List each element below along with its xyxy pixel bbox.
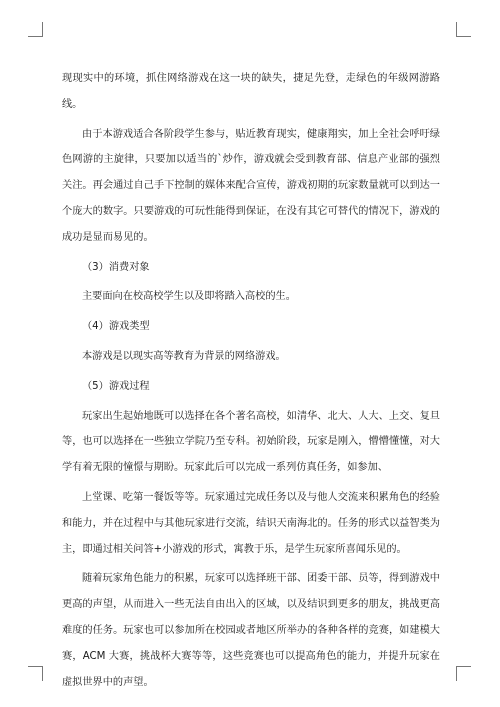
paragraph-continuation: 现现实中的环境，抓住网络游戏在这一块的缺失，捷足先登，走绿色的年级网游路线。	[62, 73, 440, 110]
section-heading-game-process: （5）游戏过程	[82, 380, 150, 392]
paragraph-game-process-growth: 随着玩家角色能力的积累，玩家可以选择班干部、团委干部、员等，得到游戏中更高的声望，从而进入一些无法自由出入的区域，以及结识到更多的朋友，挑战更高难度的任务。玩家也可以参加所在校园或者地区所举办的各种各样的竞赛，如建模大赛，ACM 大赛，挑战杯大赛等等，这些竞赛也可以提高角色的能力，并提升玩家在虚拟世界中的声望。	[62, 573, 440, 688]
crop-mark-bottom-left	[28, 666, 43, 681]
crop-mark-bottom-right	[456, 666, 471, 681]
crop-mark-top-left	[28, 22, 43, 37]
paragraph-promotion: 由于本游戏适合各阶段学生参与，贴近教育现实，健康翔实，加上全社会呼吁绿色网游的主旋律，只要加以适当的`炒作，游戏就会受到教育部、信息产业部的强烈关注。再会通过自己手下控制的媒体来配合宣传，游戏初期的玩家数量就可以到达一个庞大的数字。只要游戏的可玩性能得到保证，在没有其它可替代的情况下，游戏的成功是显而易见的。	[62, 128, 440, 243]
paragraph-game-type: 本游戏是以现实高等教育为背景的网络游戏。	[82, 350, 286, 362]
document-body	[62, 66, 440, 695]
paragraph-game-process-start: 玩家出生起始地既可以选择在各个著名高校，如清华、北大、人大、上交、复旦等，也可以选择在一些独立学院乃至专科。初始阶段，玩家是刚入，懵懵懂懂，对大学有着无限的憧憬与期盼。玩家此后可以完成一系列仿真任务，如参加、	[62, 410, 440, 474]
section-heading-game-type: （4）游戏类型	[82, 321, 150, 333]
crop-mark-top-right	[456, 22, 471, 37]
paragraph-consumers: 主要面向在校高校学生以及即将踏入高校的生。	[82, 291, 296, 303]
paragraph-game-process-tasks: 上堂课、吃第一餐饭等等。玩家通过完成任务以及与他人交流来积累角色的经验和能力，并在过程中与其他玩家进行交流，结识天南海北的。任务的形式以益智类为主，即通过相关问答+小游戏的形式，寓教于乐，是学生玩家所喜闻乐见的。	[62, 491, 440, 555]
section-heading-consumers: （3）消费对象	[82, 261, 150, 273]
